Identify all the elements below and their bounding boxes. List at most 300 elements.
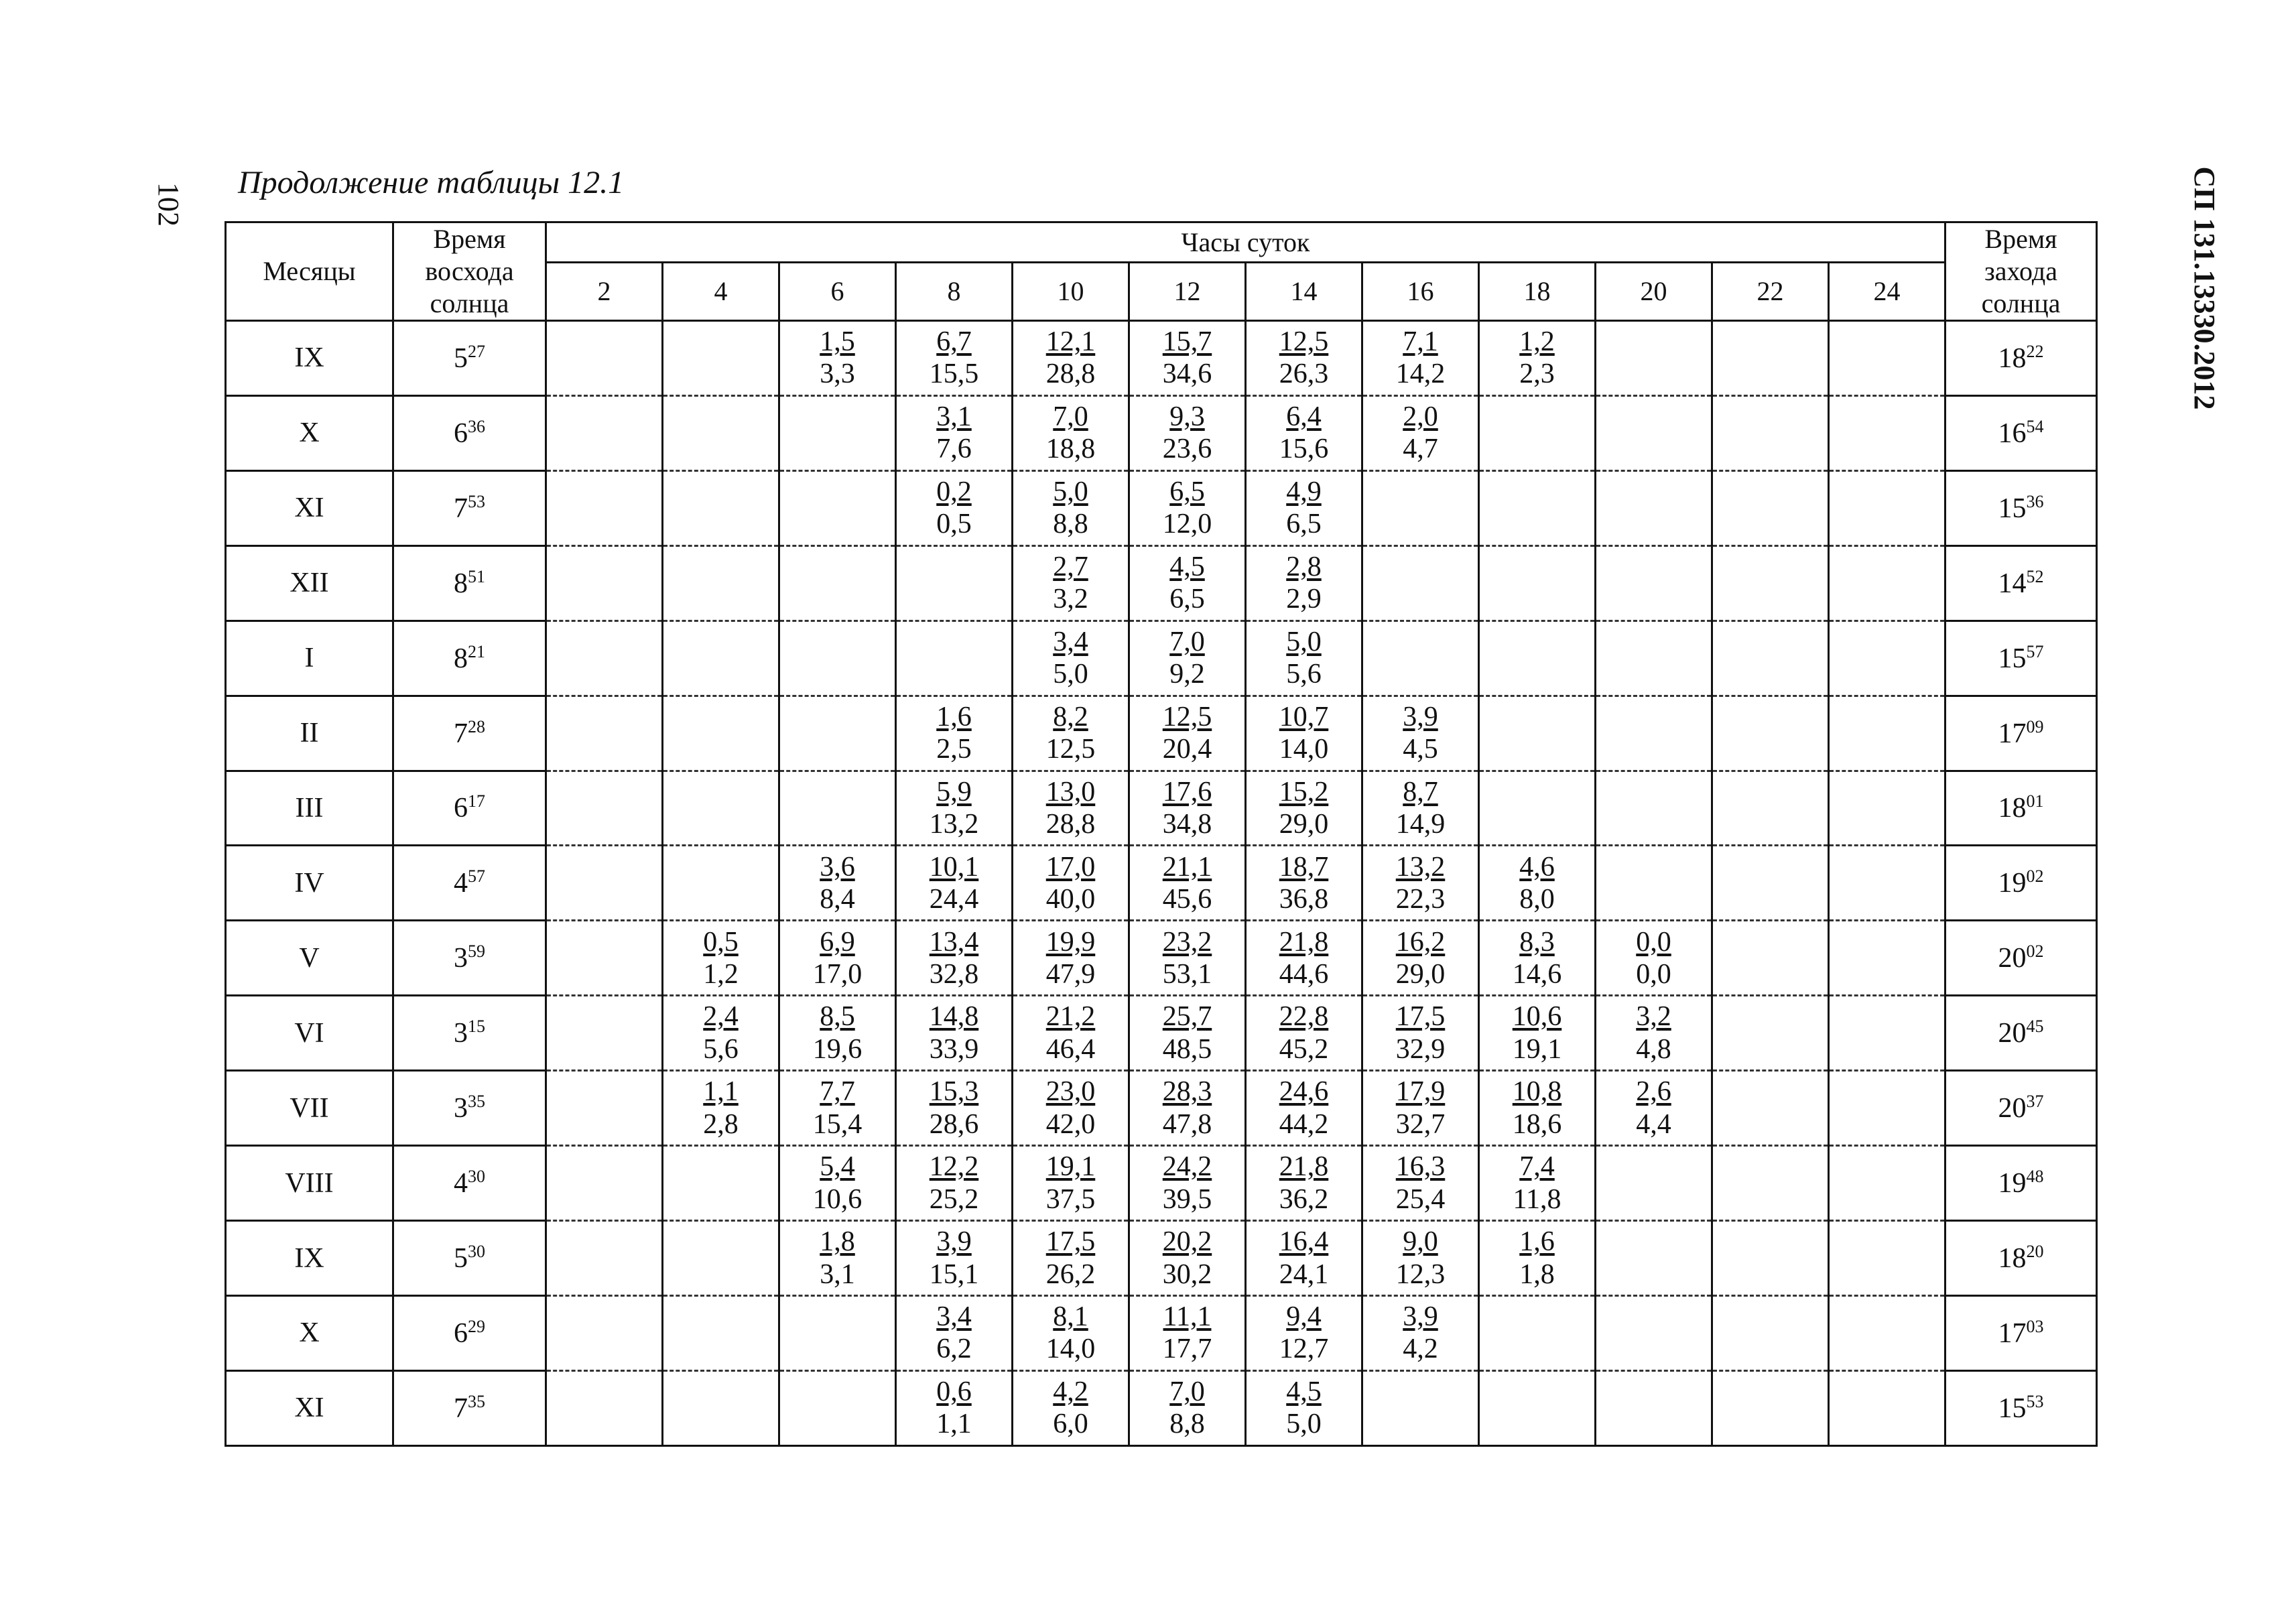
sunset-cell-hour: 17 [1998,718,2027,749]
fraction [1013,1301,1128,1366]
value-cell [1479,921,1596,996]
fraction [1013,701,1128,766]
fraction [1130,401,1245,466]
fraction [1130,1376,1245,1441]
value-bottom: 5,0 [1053,659,1088,690]
value-top: 21,8 [1279,926,1329,958]
fraction [1596,926,1711,991]
value-cell [896,321,1013,396]
value-bottom: 3,3 [820,359,855,390]
value-cell [1129,696,1246,771]
value-cell [546,921,663,996]
value-cell [1479,621,1596,696]
value-bottom: 5,0 [1286,1409,1322,1440]
value-cell [1712,1221,1829,1296]
value-bottom: 45,2 [1279,1033,1329,1065]
sunrise-cell-hour: 6 [454,417,468,449]
fraction [1130,926,1245,991]
value-bottom: 34,6 [1162,359,1212,390]
value-cell [1712,1071,1829,1146]
table-row [226,771,2097,846]
value-bottom: 47,8 [1162,1108,1212,1140]
sunrise-cell-minute: 35 [468,1092,485,1112]
value-cell [1712,395,1829,470]
value-cell [663,545,779,621]
value-top: 2,7 [1053,551,1088,582]
value-cell [1013,1295,1129,1370]
sunset-cell-minute: 37 [2026,1092,2044,1112]
fraction [1013,1076,1128,1141]
value-cell [1712,1146,1829,1221]
value-bottom: 15,6 [1279,434,1329,465]
value-top: 21,1 [1162,851,1212,883]
value-cell [896,1146,1013,1221]
value-cell [663,1295,779,1370]
value-cell [779,846,896,921]
month-cell: XI [226,470,393,545]
value-bottom: 14,0 [1279,734,1329,765]
value-top: 4,6 [1519,851,1555,883]
fraction [1363,326,1478,391]
value-bottom: 15,5 [929,359,979,390]
header-hour: 8 [896,263,1013,321]
value-bottom: 8,8 [1053,509,1088,540]
value-cell [896,470,1013,545]
sunrise-cell-hour: 3 [454,1018,468,1049]
month-cell: I [226,621,393,696]
value-cell [663,621,779,696]
value-cell [1246,321,1362,396]
value-cell [663,1071,779,1146]
header-hour: 2 [546,263,663,321]
value-cell [779,921,896,996]
header-hour: 22 [1712,263,1829,321]
value-bottom: 19,6 [812,1033,863,1065]
value-cell [779,321,896,396]
value-cell [1712,321,1829,396]
value-top: 25,7 [1162,1001,1212,1033]
month-cell: XI [226,1370,393,1445]
value-top: 17,0 [1045,851,1096,883]
fraction [1480,851,1594,916]
sunrise-cell [393,771,546,846]
fraction [1013,401,1128,466]
sunrise-cell-hour: 6 [454,1317,468,1349]
value-bottom: 25,2 [929,1183,979,1215]
fraction [897,1376,1011,1441]
value-cell [1479,470,1596,545]
value-top: 18,7 [1279,851,1329,883]
sunset-cell-minute: 45 [2026,1017,2044,1037]
value-cell [1479,996,1596,1071]
sunrise-cell-minute: 21 [468,641,485,661]
value-cell [1362,1370,1479,1445]
sunset-cell-minute: 03 [2026,1316,2044,1336]
sunrise-cell-minute: 29 [468,1316,485,1336]
fraction [897,851,1011,916]
sunset-cell-hour: 20 [1998,1018,2027,1049]
sunset-cell-hour: 20 [1998,943,2027,974]
sunset-cell-hour: 20 [1998,1093,2027,1124]
value-bottom: 11,8 [1513,1183,1561,1215]
value-top: 6,4 [1286,401,1322,433]
header-hour: 18 [1479,263,1596,321]
value-cell [1479,1221,1596,1296]
value-bottom: 28,8 [1045,359,1096,390]
value-cell [1013,1146,1129,1221]
fraction [780,1076,895,1141]
value-cell [1129,470,1246,545]
value-cell [1013,771,1129,846]
value-cell [1829,1295,1946,1370]
value-top: 1,6 [1519,1226,1555,1258]
value-cell [1129,1146,1246,1221]
sunset-cell-hour: 18 [1998,342,2027,374]
value-cell [1362,921,1479,996]
value-top: 15,2 [1279,776,1329,807]
table-row [226,1146,2097,1221]
sunrise-cell-minute: 57 [468,866,485,887]
fraction [1363,926,1478,991]
value-cell [1829,846,1946,921]
value-bottom: 25,4 [1395,1183,1446,1215]
fraction [1130,1301,1245,1366]
sunrise-cell-minute: 15 [468,1017,485,1037]
value-cell [1596,545,1712,621]
fraction [1480,1000,1594,1065]
value-cell [1013,545,1129,621]
value-bottom: 18,6 [1512,1108,1562,1140]
value-cell [1829,395,1946,470]
value-top: 16,4 [1279,1226,1329,1258]
value-cell [1829,470,1946,545]
fraction [1363,1226,1478,1291]
value-cell [1246,621,1362,696]
sunrise-cell [393,1370,546,1445]
fraction [663,926,778,991]
sunrise-cell [393,921,546,996]
value-top: 10,6 [1512,1001,1562,1033]
fraction [780,926,895,991]
value-bottom: 45,6 [1162,883,1212,915]
value-bottom: 2,3 [1519,359,1555,390]
fraction [1596,1076,1711,1141]
fraction [897,1151,1011,1216]
value-cell [1362,321,1479,396]
fraction [1130,476,1245,541]
value-bottom: 2,8 [703,1108,739,1140]
value-bottom: 26,2 [1045,1258,1096,1290]
value-bottom: 34,8 [1162,808,1212,840]
value-top: 3,4 [1053,626,1088,657]
table-header [226,222,2097,321]
insolation-table [225,221,2098,1447]
value-top: 4,2 [1053,1376,1088,1408]
value-bottom: 20,4 [1162,734,1212,765]
value-bottom: 12,7 [1279,1334,1329,1365]
value-cell [1596,621,1712,696]
value-cell [1246,846,1362,921]
value-cell [1479,395,1596,470]
table-row [226,921,2097,996]
value-cell [779,1221,896,1296]
value-cell [1829,545,1946,621]
value-bottom: 14,9 [1395,808,1446,840]
value-bottom: 3,1 [820,1258,855,1290]
value-top: 13,2 [1395,851,1446,883]
value-bottom: 32,8 [929,958,979,990]
month-cell: IX [226,1221,393,1296]
value-bottom: 39,5 [1162,1183,1212,1215]
sunrise-cell-hour: 7 [454,493,468,524]
sunrise-cell-minute: 53 [468,491,485,511]
value-bottom: 4,7 [1403,434,1438,465]
value-cell [779,696,896,771]
fraction [1130,1226,1245,1291]
value-cell [546,395,663,470]
sunrise-cell [393,321,546,396]
value-top: 17,6 [1162,776,1212,807]
value-top: 1,8 [820,1226,855,1258]
value-top: 17,9 [1395,1076,1446,1108]
value-top: 21,2 [1045,1001,1096,1033]
value-cell [663,696,779,771]
value-cell [896,771,1013,846]
value-cell [1829,696,1946,771]
value-bottom: 28,8 [1045,808,1096,840]
value-bottom: 32,9 [1395,1033,1446,1065]
fraction [1130,776,1245,841]
value-top: 9,4 [1286,1301,1322,1333]
month-cell: II [226,696,393,771]
value-top: 14,8 [929,1001,979,1033]
value-cell [663,996,779,1071]
value-cell [1129,1071,1246,1146]
sunset-cell-minute: 09 [2026,716,2044,736]
fraction [1480,926,1594,991]
sunrise-cell-hour: 4 [454,1168,468,1199]
fraction [663,1076,778,1141]
sunset-cell-hour: 15 [1998,643,2027,674]
value-cell [1013,1370,1129,1445]
value-top: 19,9 [1045,926,1096,958]
fraction [1363,1151,1478,1216]
value-top: 1,5 [820,326,855,358]
sunset-cell-hour: 14 [1998,568,2027,599]
value-cell [1829,1146,1946,1221]
value-top: 23,0 [1045,1076,1096,1108]
value-bottom: 4,2 [1403,1334,1438,1365]
value-cell [1362,470,1479,545]
value-top: 5,4 [820,1151,855,1183]
value-cell [1362,545,1479,621]
header-sunset: Время захода солнца [1946,222,2097,321]
value-cell [1479,1295,1596,1370]
fraction [1130,701,1245,766]
value-top: 3,9 [936,1226,972,1258]
value-top: 4,5 [1286,1376,1322,1408]
value-cell [1129,996,1246,1071]
value-bottom: 30,2 [1162,1258,1212,1290]
value-cell [663,1370,779,1445]
header-hour: 10 [1013,263,1129,321]
sunset-cell-minute: 20 [2026,1242,2044,1262]
value-top: 10,1 [929,851,979,883]
value-cell [896,1295,1013,1370]
value-bottom: 24,1 [1279,1258,1329,1290]
sunrise-cell-hour: 5 [454,342,468,374]
sunset-cell [1946,996,2097,1071]
sunrise-cell-minute: 59 [468,942,485,962]
value-cell [1712,696,1829,771]
value-cell [663,395,779,470]
fraction [1363,1301,1478,1366]
value-top: 5,0 [1286,626,1322,657]
value-cell [1246,470,1362,545]
value-cell [1596,771,1712,846]
value-top: 1,1 [703,1076,739,1108]
sunset-cell-minute: 48 [2026,1167,2044,1187]
table-caption: Продолжение таблицы 12.1 [238,165,625,200]
value-top: 15,3 [929,1076,979,1108]
fraction [1247,1301,1361,1366]
value-top: 7,0 [1169,1376,1205,1408]
value-bottom: 15,1 [929,1258,979,1290]
fraction [1596,1000,1711,1065]
sunrise-cell-hour: 4 [454,868,468,899]
value-bottom: 8,0 [1519,883,1555,915]
value-cell [1712,846,1829,921]
value-cell [1362,1146,1479,1221]
value-cell [896,621,1013,696]
value-cell [1596,996,1712,1071]
value-cell [1479,1146,1596,1221]
fraction [1247,701,1361,766]
sunset-cell [1946,395,2097,470]
value-bottom: 48,5 [1162,1033,1212,1065]
fraction [1013,476,1128,541]
sunrise-cell [393,846,546,921]
value-cell [1712,771,1829,846]
fraction [1013,776,1128,841]
fraction [1363,401,1478,466]
month-cell: VIII [226,1146,393,1221]
value-cell [1479,1071,1596,1146]
fraction [1480,1226,1594,1291]
fraction [897,1076,1011,1141]
value-cell [1596,1221,1712,1296]
table-row [226,1370,2097,1445]
sunset-cell-hour: 15 [1998,493,2027,524]
value-bottom: 4,5 [1403,734,1438,765]
sunrise-cell-minute: 35 [468,1391,485,1411]
value-cell [779,621,896,696]
value-bottom: 14,6 [1512,958,1562,990]
fraction [1130,551,1245,616]
value-top: 6,9 [820,926,855,958]
header-months: Месяцы [226,222,393,321]
value-bottom: 32,7 [1395,1108,1446,1140]
sunrise-cell-hour: 7 [454,718,468,749]
value-top: 23,2 [1162,926,1212,958]
fraction [897,326,1011,391]
value-cell [663,470,779,545]
fraction [1480,1076,1594,1141]
month-cell: IV [226,846,393,921]
value-bottom: 12,0 [1162,509,1212,540]
value-cell [1829,1221,1946,1296]
sunset-cell [1946,921,2097,996]
value-top: 13,4 [929,926,979,958]
value-cell [1013,996,1129,1071]
value-top: 8,1 [1053,1301,1088,1333]
fraction [1247,1151,1361,1216]
value-bottom: 12,3 [1395,1258,1446,1290]
fraction [1130,851,1245,916]
fraction [897,401,1011,466]
sunrise-cell [393,395,546,470]
value-cell [663,1221,779,1296]
value-cell [1013,621,1129,696]
value-cell [1362,846,1479,921]
table-row [226,470,2097,545]
value-top: 8,2 [1053,701,1088,732]
sunset-cell-minute: 02 [2026,866,2044,887]
value-cell [546,696,663,771]
value-bottom: 47,9 [1045,958,1096,990]
sunrise-cell-minute: 28 [468,716,485,736]
sunrise-cell [393,1221,546,1296]
page-number: 102 [152,182,186,226]
fraction [1247,926,1361,991]
value-top: 6,7 [936,326,972,358]
sunset-cell-hour: 15 [1998,1392,2027,1424]
value-top: 1,6 [936,701,972,732]
value-bottom: 6,0 [1053,1409,1088,1440]
value-cell [1596,696,1712,771]
value-bottom: 8,4 [820,883,855,915]
value-cell [1596,846,1712,921]
fraction [1247,326,1361,391]
value-top: 12,5 [1279,326,1329,358]
value-bottom: 6,5 [1286,509,1322,540]
value-cell [1362,395,1479,470]
value-cell [1829,1370,1946,1445]
header-hour: 16 [1362,263,1479,321]
value-bottom: 13,2 [929,808,979,840]
value-cell [546,1146,663,1221]
sunrise-cell-minute: 36 [468,416,485,436]
sunrise-cell-minute: 30 [468,1167,485,1187]
value-bottom: 42,0 [1045,1108,1096,1140]
value-top: 0,6 [936,1376,972,1408]
value-top: 15,7 [1162,326,1212,358]
value-cell [1246,1295,1362,1370]
fraction [1247,1000,1361,1065]
value-cell [1129,846,1246,921]
value-bottom: 37,5 [1045,1183,1096,1215]
value-cell [1362,996,1479,1071]
value-top: 12,5 [1162,701,1212,732]
header-sunrise: Время восхода солнца [393,222,546,321]
value-top: 7,0 [1169,626,1205,657]
value-bottom: 18,8 [1045,434,1096,465]
value-top: 2,8 [1286,551,1322,582]
value-cell [1829,996,1946,1071]
fraction [1247,1376,1361,1441]
value-bottom: 0,0 [1636,958,1671,990]
value-cell [779,470,896,545]
